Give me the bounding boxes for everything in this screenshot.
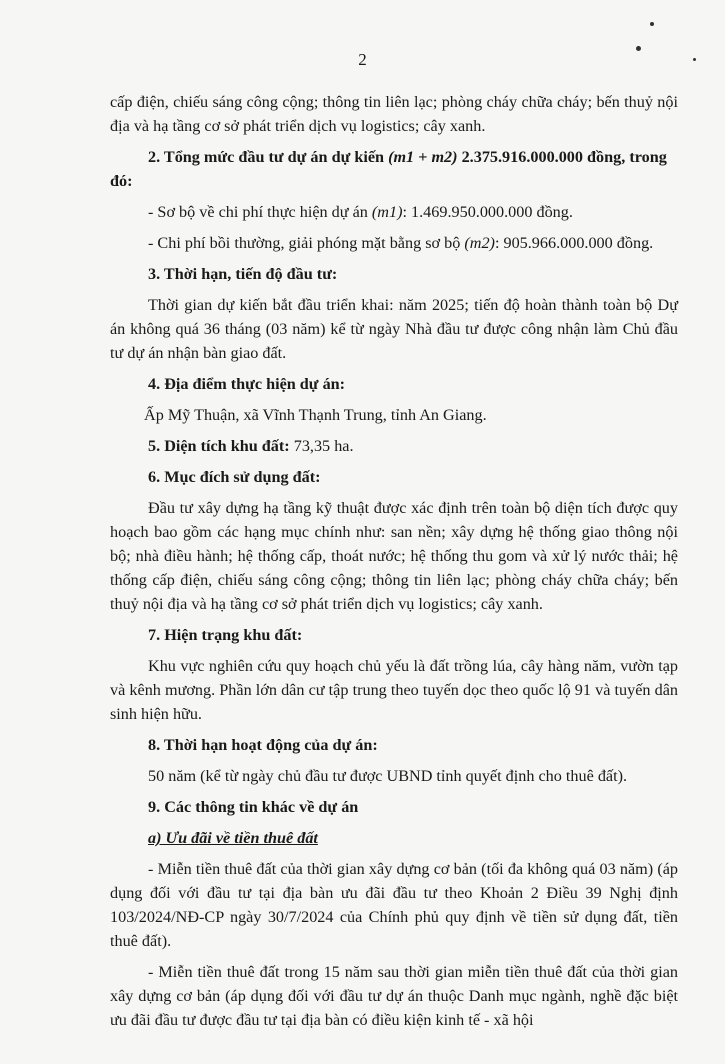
- section-2-m1: - Sơ bộ về chi phí thực hiện dự án (m1): 1.469.950.000.000 đồng.: [148, 203, 573, 221]
- section-5: [110, 434, 678, 458]
- section-5-heading: 5. Diện tích khu đất:: [148, 437, 290, 455]
- section-2-m2: - Chi phí bồi thường, giải phóng mặt bằng sơ bộ (m2): 905.966.000.000 đồng.: [148, 234, 654, 252]
- section-9-heading: 9. Các thông tin khác về dự án: [148, 798, 359, 816]
- section-2-heading: 2. Tổng mức đầu tư dự án dự kiến (m1 + m2) 2.375.916.000.000 đồng, trong đó:: [110, 148, 667, 190]
- document-body: [110, 90, 678, 1039]
- section-8-heading: 8. Thời hạn hoạt động của dự án:: [148, 736, 378, 754]
- section-9a-paragraph-2: - Miễn tiền thuê đất trong 15 năm sau thời gian miễn tiền thuê đất của thời gian xây dựng cơ bản (áp dụng đối với đầu tư dự án thuộc Danh mục ngành, nghề đặc biệt ưu đãi đầu tư được đầu tư tại địa bàn có điều kiện kinh tế - xã hội: [110, 963, 678, 1029]
- section-7-heading: 7. Hiện trạng khu đất:: [148, 626, 303, 644]
- section-4-text: Ấp Mỹ Thuận, xã Vĩnh Thạnh Trung, tỉnh An Giang.: [144, 406, 487, 424]
- section-9a-subheading: a) Ưu đãi về tiền thuê đất: [148, 829, 318, 847]
- section-3-heading: 3. Thời hạn, tiến độ đầu tư:: [148, 265, 338, 283]
- section-7-text: Khu vực nghiên cứu quy hoạch chủ yếu là đất trồng lúa, cây hàng năm, vườn tạp và kênh mương. Phần lớn dân cư tập trung theo tuyến dọc theo quốc lộ 91 và tuyến dân sinh hiện hữu.: [110, 657, 678, 723]
- scan-speck: [650, 22, 654, 26]
- section-9a-paragraph-1: - Miễn tiền thuê đất của thời gian xây dựng cơ bản (tối đa không quá 03 năm) (áp dụng đối với đầu tư tại địa bàn ưu đãi đầu tư theo Khoản 2 Điều 39 Nghị định 103/2024/NĐ-CP ngày 30/7/2024 của Chính phủ quy định về tiền sử dụng đất, tiền thuê đất).: [110, 860, 678, 950]
- section-6-text: Đầu tư xây dựng hạ tầng kỹ thuật được xác định trên toàn bộ diện tích được quy hoạch bao gồm các hạng mục chính như: san nền; xây dựng hệ thống giao thông nội bộ; nhà điều hành; hệ thống cấp, thoát nước; hệ thống thu gom và xử lý nước thải; hệ thống cấp điện, chiếu sáng công cộng; thông tin liên lạc; phòng cháy chữa cháy; bến thuỷ nội địa và hạ tầng cơ sở phát triển dịch vụ logistics; cây xanh.: [110, 499, 678, 613]
- section-3-text: Thời gian dự kiến bắt đầu triển khai: năm 2025; tiến độ hoàn thành toàn bộ Dự án không quá 36 tháng (03 năm) kể từ ngày Nhà đầu tư được công nhận làm Chủ đầu tư dự án nhận bàn giao đất.: [110, 296, 678, 362]
- section-6-heading: 6. Mục đích sử dụng đất:: [148, 468, 321, 486]
- section-4-heading: 4. Địa điểm thực hiện dự án:: [148, 375, 346, 393]
- page-number: 2: [358, 50, 367, 69]
- section-8-text: 50 năm (kể từ ngày chủ đầu tư được UBND tỉnh quyết định cho thuê đất).: [148, 767, 628, 785]
- section-5-value: 73,35 ha.: [289, 437, 354, 455]
- intro-paragraph: cấp điện, chiếu sáng công cộng; thông tin liên lạc; phòng cháy chữa cháy; bến thuỷ nội địa và hạ tầng cơ sở phát triển dịch vụ logistics; cây xanh.: [110, 93, 678, 135]
